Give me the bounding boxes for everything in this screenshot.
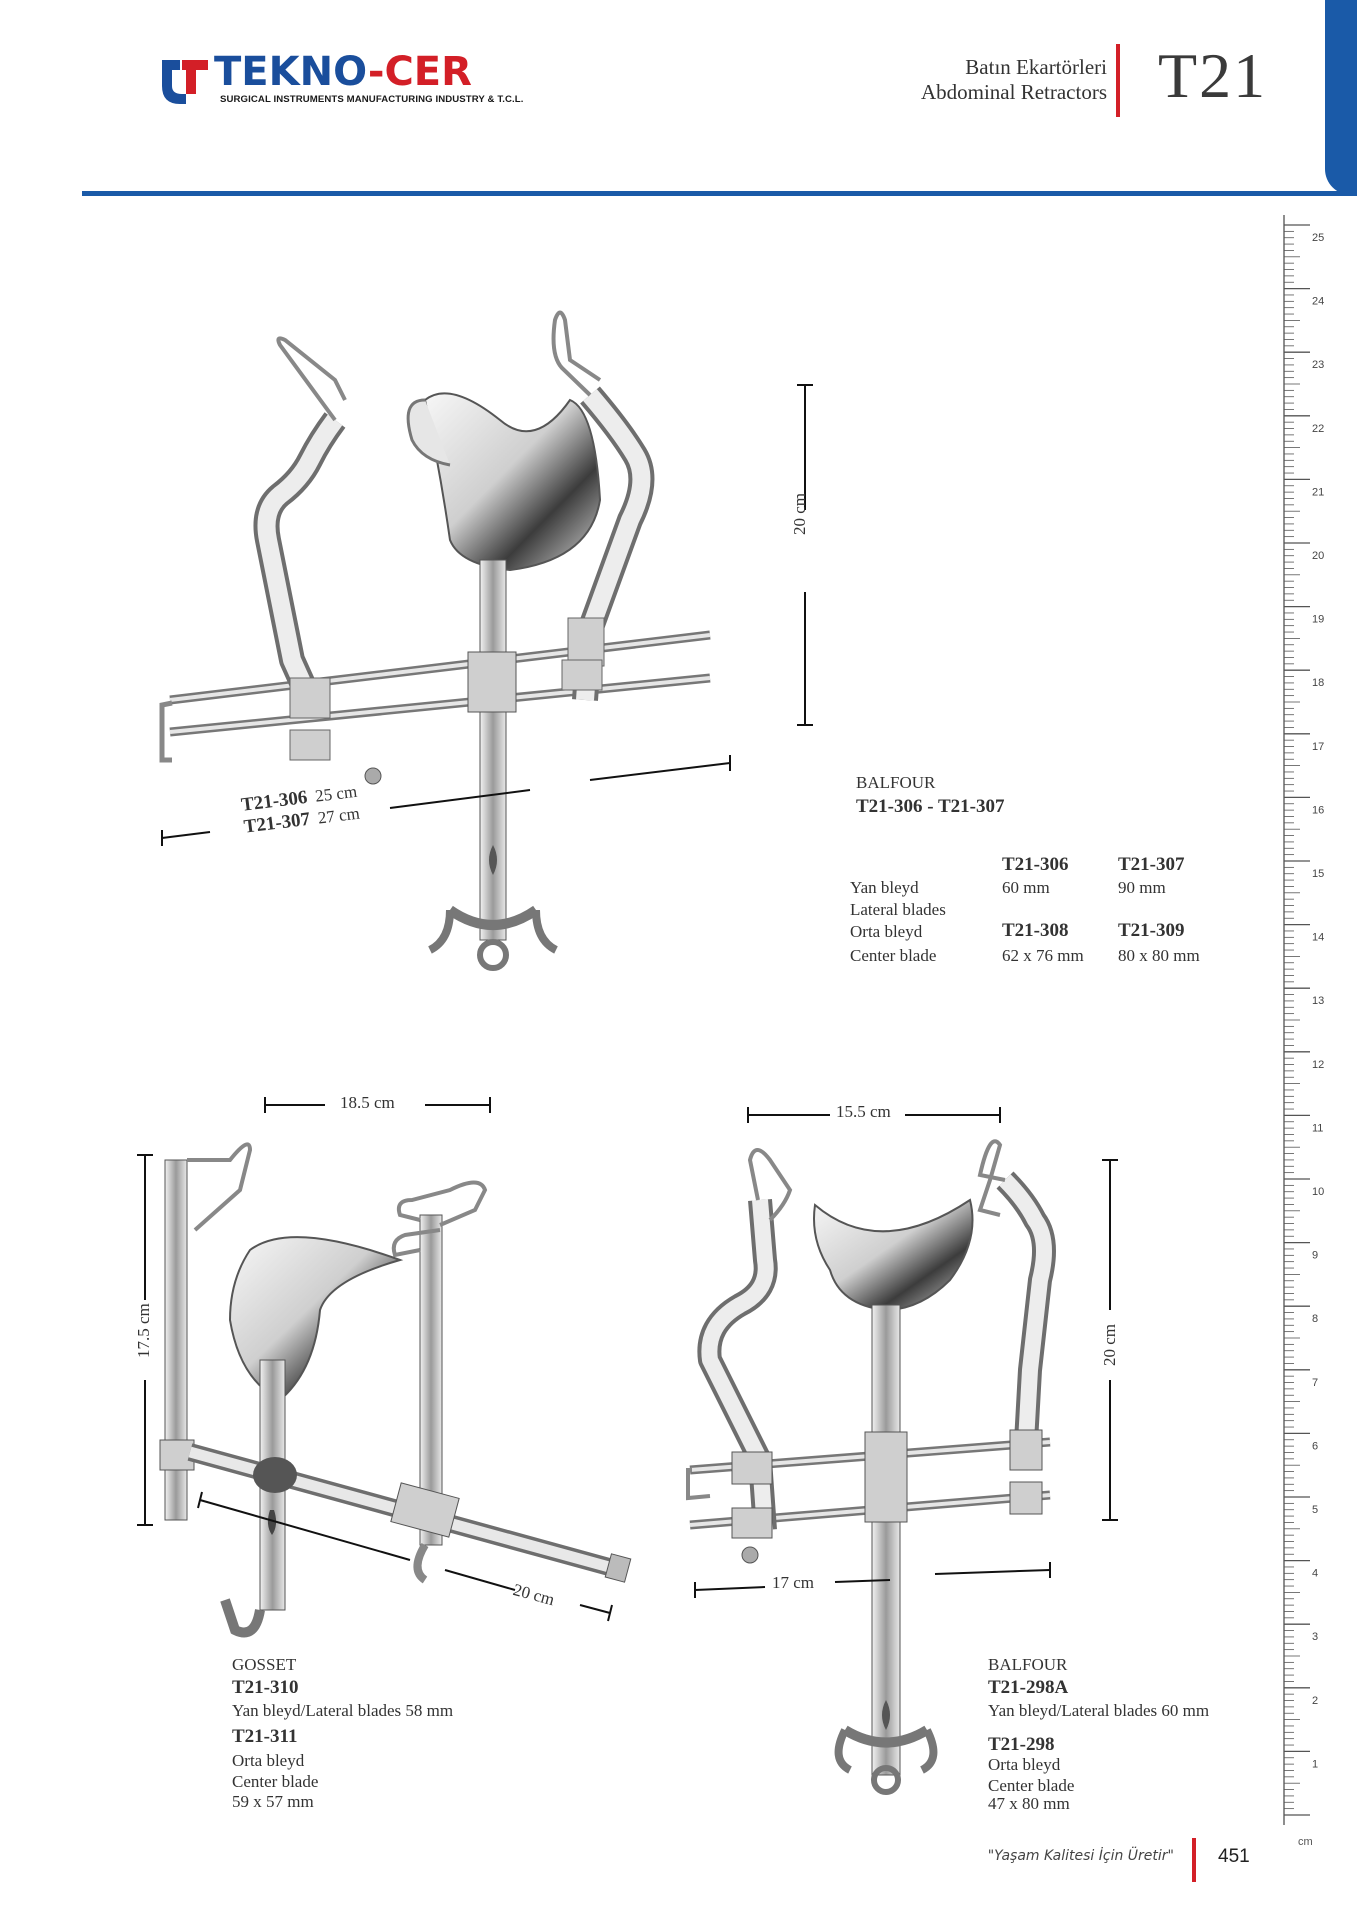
ruler-label: 23: [1312, 359, 1325, 372]
p2-height-dimension: 17.5 cm: [134, 1303, 153, 1358]
category-title-en: Abdominal Retractors: [920, 80, 1107, 104]
ruler-label: 24: [1312, 295, 1325, 308]
dimension-lines-3: [690, 1100, 1130, 1600]
ruler-label: 6: [1312, 1440, 1319, 1453]
p3-code-b: T21-298: [988, 1734, 1055, 1755]
p2-family: GOSSET: [232, 1655, 297, 1674]
ruler-label: 7: [1312, 1376, 1319, 1389]
p1-lateral-val-a: 60 mm: [1002, 878, 1050, 897]
category-title-tr: Batın Ekartörleri: [965, 55, 1107, 79]
p2-code-b: T21-311: [232, 1726, 298, 1747]
p3-height-dimension: 20 cm: [1100, 1323, 1119, 1366]
dimension-lines-1: [160, 380, 830, 850]
p3-code-a: T21-298A: [988, 1677, 1069, 1698]
p3-desc-b-1: Orta bleyd: [988, 1755, 1061, 1774]
ruler-label: 1: [1312, 1758, 1319, 1771]
p1-center-code-b: T21-309: [1118, 920, 1185, 941]
p1-width-val-b: 27 cm: [316, 803, 361, 828]
ruler-label: 21: [1312, 486, 1325, 499]
dimension-lines-2: [130, 1090, 650, 1630]
p3-width-dimension: 15.5 cm: [836, 1102, 891, 1121]
p3-desc-a: Yan bleyd/Lateral blades 60 mm: [988, 1701, 1210, 1720]
p1-spec-code-b: T21-307: [1118, 854, 1185, 875]
category-title: [921, 55, 1107, 105]
footer-slogan: "Yaşam Kalitesi İçin Üretir": [987, 1848, 1174, 1864]
ruler-label: 2: [1312, 1694, 1319, 1707]
p1-center-en: Center blade: [850, 946, 937, 965]
ruler-label: 8: [1312, 1313, 1319, 1326]
p3-family: BALFOUR: [988, 1655, 1068, 1674]
ruler-label: 14: [1312, 931, 1325, 944]
p3-desc-b-3: 47 x 80 mm: [988, 1794, 1070, 1813]
p1-center-val-a: 62 x 76 mm: [1002, 946, 1084, 965]
ruler-label: 15: [1312, 868, 1325, 880]
header-corner-accent: [1325, 0, 1357, 195]
ruler-label: 10: [1312, 1186, 1325, 1198]
p2-width-dimension: 18.5 cm: [340, 1093, 395, 1112]
cm-ruler: [1282, 215, 1342, 1835]
brand-subtitle: SURGICAL INSTRUMENTS MANUFACTURING INDUSTRY & T.C.L.: [220, 94, 524, 105]
p1-center-val-b: 80 x 80 mm: [1118, 946, 1200, 965]
logo-icon: [160, 56, 210, 104]
p2-code-a: T21-310: [232, 1677, 299, 1698]
ruler-label: 9: [1312, 1249, 1319, 1262]
ruler-unit-label: cm: [1298, 1836, 1313, 1848]
ruler-label: 20: [1312, 550, 1325, 562]
category-separator: [1116, 44, 1120, 117]
p3-bar-dimension: 17 cm: [772, 1573, 815, 1592]
p2-desc-a: Yan bleyd/Lateral blades 58 mm: [232, 1701, 454, 1720]
category-code: T21: [1158, 40, 1268, 111]
p1-lateral-val-b: 90 mm: [1118, 878, 1166, 897]
p1-lateral-tr: Yan bleyd: [850, 878, 919, 897]
p1-center-code-a: T21-308: [1002, 920, 1069, 941]
p3-desc-b-2: Center blade: [988, 1776, 1075, 1795]
p1-lateral-en: Lateral blades: [850, 900, 946, 919]
ruler-label: 18: [1312, 677, 1325, 690]
ruler-label: 3: [1312, 1631, 1319, 1644]
brand-name: TEKNO-CER: [214, 49, 472, 95]
footer-separator: [1192, 1838, 1196, 1882]
p1-width-code-a: T21-306: [240, 786, 309, 816]
p2-desc-b-1: Orta bleyd: [232, 1751, 305, 1770]
ruler-label: 12: [1312, 1058, 1325, 1071]
p1-codes: T21-306 - T21-307: [856, 796, 1005, 817]
ruler-label: 16: [1312, 804, 1325, 817]
ruler-label: 5: [1312, 1504, 1319, 1516]
p1-width-code-b: T21-307: [242, 808, 312, 838]
header-divider-line: [82, 191, 1357, 196]
p2-bar-dimension: 20 cm: [511, 1580, 557, 1610]
ruler-label: 17: [1312, 740, 1325, 753]
p2-desc-b-2: Center blade: [232, 1772, 319, 1791]
p1-width-val-a: 25 cm: [314, 781, 359, 806]
ruler-label: 22: [1312, 422, 1325, 435]
ruler-label: 11: [1312, 1122, 1324, 1135]
p1-center-tr: Orta bleyd: [850, 922, 923, 941]
ruler-label: 4: [1312, 1567, 1319, 1580]
p1-height-dimension: 20 cm: [790, 492, 809, 535]
p1-family: BALFOUR: [856, 773, 936, 792]
page-number: 451: [1218, 1846, 1250, 1867]
ruler-label: 13: [1312, 995, 1325, 1008]
p2-desc-b-3: 59 x 57 mm: [232, 1792, 314, 1811]
ruler-label: 19: [1312, 613, 1325, 626]
p1-spec-code-a: T21-306: [1002, 854, 1069, 875]
ruler-label: 25: [1312, 232, 1325, 244]
